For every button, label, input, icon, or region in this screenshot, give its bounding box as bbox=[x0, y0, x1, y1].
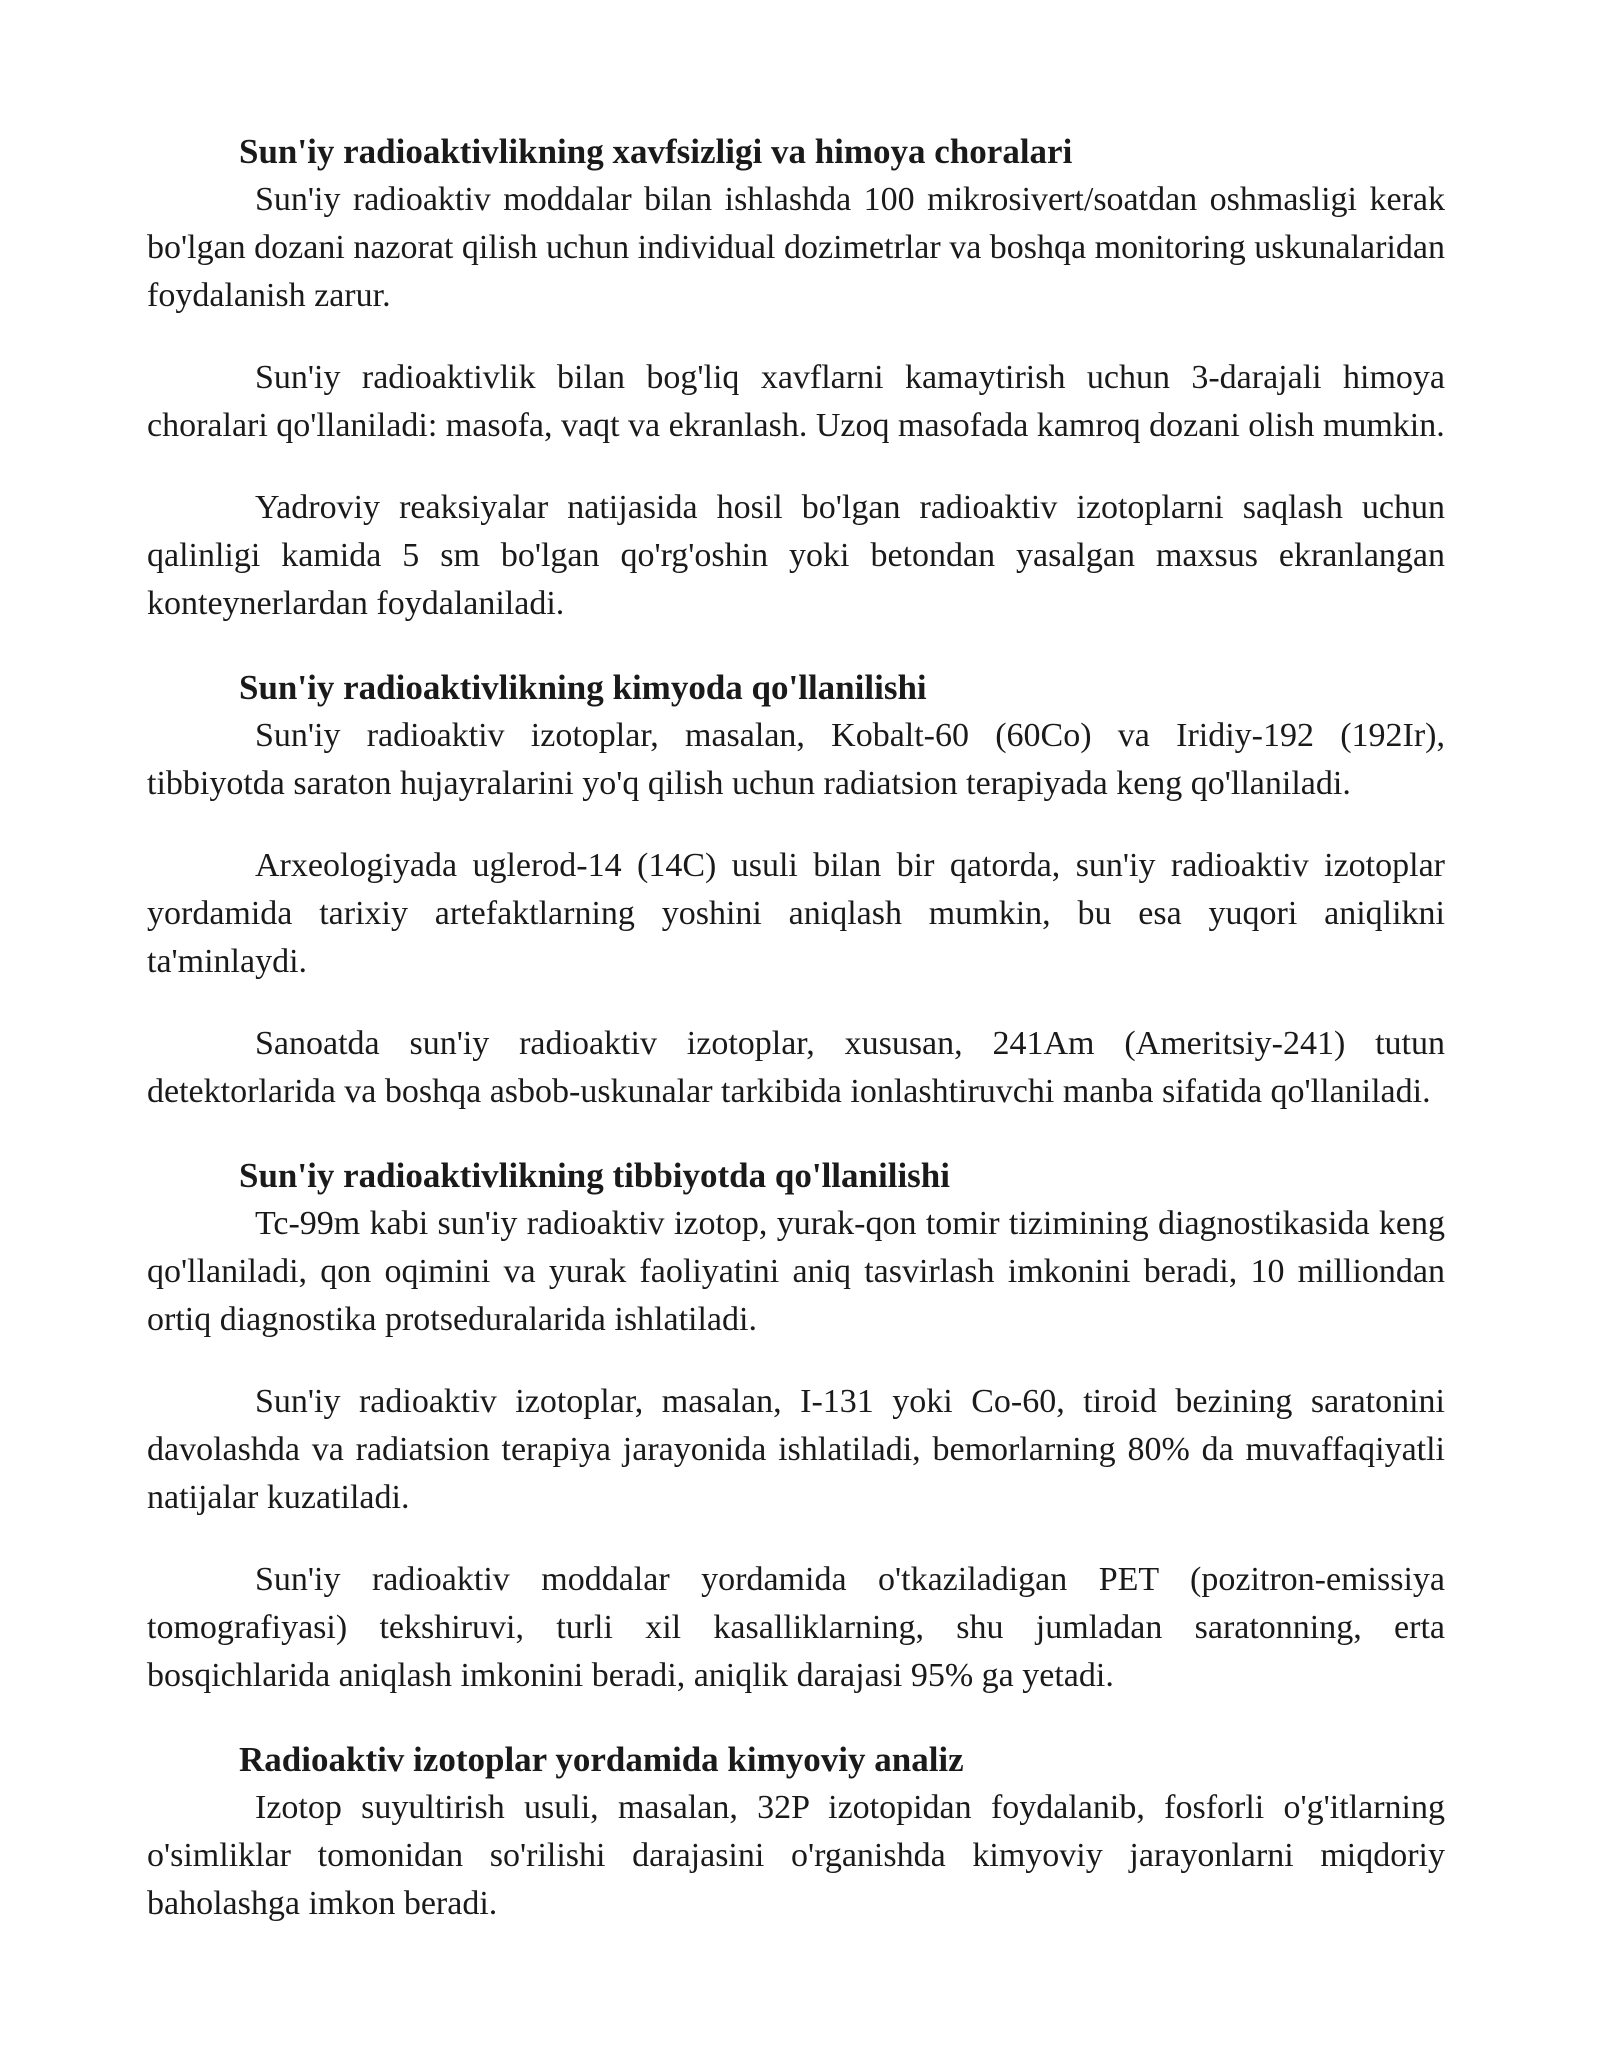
paragraph: Sun'iy radioaktiv izotoplar, masalan, Kobalt-60 (60Co) va Iridiy-192 (192Ir), tibbiyotda saraton hujayralarini yo'q qilish uchun radiatsion terapiyada keng qo'llaniladi. bbox=[147, 717, 1445, 802]
section-medicine bbox=[147, 1152, 1445, 1700]
document-page bbox=[147, 128, 1445, 1928]
paragraph: Tc-99m kabi sun'iy radioaktiv izotop, yurak-qon tomir tizimining diagnostikasida keng qo'llaniladi, qon oqimini va yurak faoliyatini aniq tasvirlash imkonini beradi, 10 milliondan ortiq diagnostika protseduralarida ishlatiladi. bbox=[147, 1205, 1445, 1338]
paragraph: Sanoatda sun'iy radioaktiv izotoplar, xususan, 241Am (Ameritsiy-241) tutun detektorlarida va boshqa asbob-uskunalar tarkibida ionlashtiruvchi manba sifatida qo'llaniladi. bbox=[147, 1025, 1445, 1110]
section-chemistry bbox=[147, 664, 1445, 1116]
section-heading: Sun'iy radioaktivlikning xavfsizligi va himoya choralari bbox=[239, 132, 1073, 171]
section-heading: Sun'iy radioaktivlikning kimyoda qo'llanilishi bbox=[239, 668, 927, 707]
paragraph: Izotop suyultirish usuli, masalan, 32P izotopidan foydalanib, fosforli o'g'itlarning o'simliklar tomonidan so'rilishi darajasini o'rganishda kimyoviy jarayonlarni miqdoriy baholashga imkon beradi. bbox=[147, 1789, 1445, 1922]
section-heading: Sun'iy radioaktivlikning tibbiyotda qo'llanilishi bbox=[239, 1156, 950, 1195]
paragraph: Sun'iy radioaktiv moddalar bilan ishlashda 100 mikrosivert/soatdan oshmasligi kerak bo'lgan dozani nazorat qilish uchun individual dozimetrlar va boshqa monitoring uskunalaridan foydalanish zarur. bbox=[147, 181, 1445, 314]
paragraph: Arxeologiyada uglerod-14 (14C) usuli bilan bir qatorda, sun'iy radioaktiv izotoplar yordamida tarixiy artefaktlarning yoshini aniqlash mumkin, bu esa yuqori aniqlikni ta'minlaydi. bbox=[147, 847, 1445, 980]
paragraph: Sun'iy radioaktiv moddalar yordamida o'tkaziladigan PET (pozitron-emissiya tomografiyasi) tekshiruvi, turli xil kasalliklarning, shu jumladan saratonning, erta bosqichlarida aniqlash imkonini beradi, aniqlik darajasi 95% ga yetadi. bbox=[147, 1561, 1445, 1694]
section-chemical-analysis bbox=[147, 1736, 1445, 1928]
paragraph: Sun'iy radioaktivlik bilan bog'liq xavflarni kamaytirish uchun 3-darajali himoya choralari qo'llaniladi: masofa, vaqt va ekranlash. Uzoq masofada kamroq dozani olish mumkin. bbox=[147, 359, 1445, 444]
section-safety bbox=[147, 128, 1445, 628]
section-heading: Radioaktiv izotoplar yordamida kimyoviy analiz bbox=[239, 1740, 964, 1779]
paragraph: Yadroviy reaksiyalar natijasida hosil bo'lgan radioaktiv izotoplarni saqlash uchun qalinligi kamida 5 sm bo'lgan qo'rg'oshin yoki betondan yasalgan maxsus ekranlangan konteynerlardan foydalaniladi. bbox=[147, 489, 1445, 622]
paragraph: Sun'iy radioaktiv izotoplar, masalan, I-131 yoki Co-60, tiroid bezining saratonini davolashda va radiatsion terapiya jarayonida ishlatiladi, bemorlarning 80% da muvaffaqiyatli natijalar kuzatiladi. bbox=[147, 1383, 1445, 1516]
